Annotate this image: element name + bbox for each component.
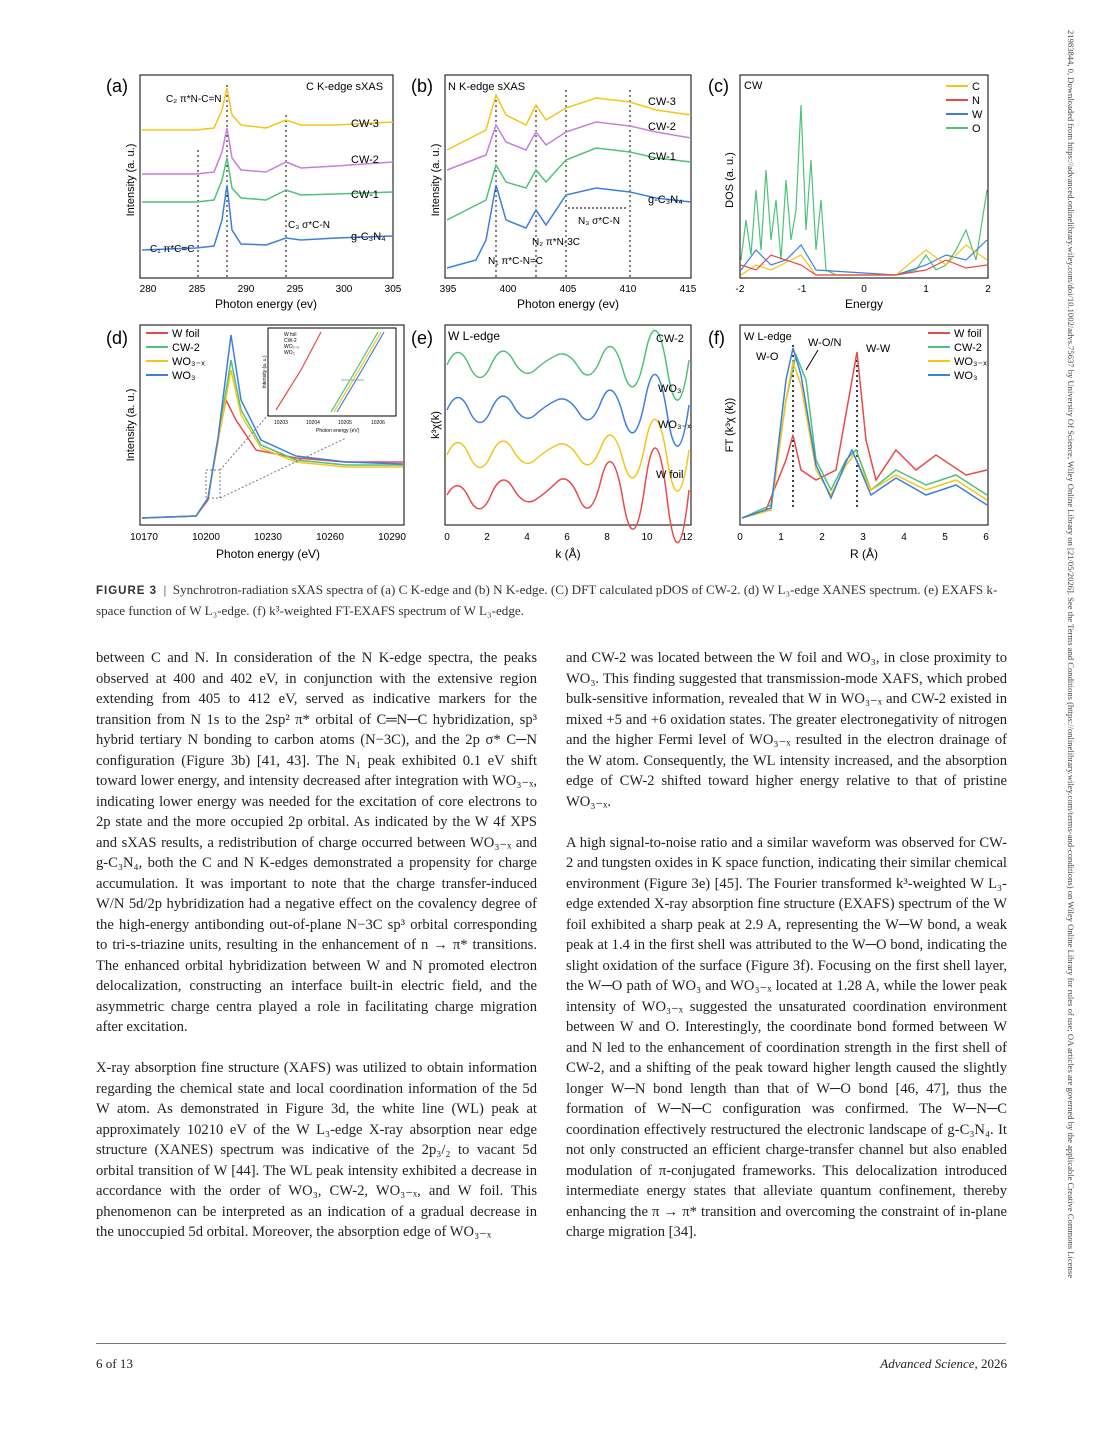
f-series-wfoil (742, 352, 987, 518)
b-ann-n2: N₂ π*N-3C (532, 237, 581, 248)
panel-e-xtick: 10 (641, 532, 653, 543)
panel-a-xtick: 285 (188, 284, 206, 295)
a-ann-c3: C₃ σ*C-N (288, 220, 330, 231)
e-series-wo3 (447, 374, 689, 446)
panel-e-xtick: 0 (444, 532, 450, 543)
a-label-gc3n4: g-C₃N₄ (351, 231, 386, 243)
panel-d-xtick: 10200 (192, 532, 220, 543)
panel-c-xtick: 1 (923, 284, 929, 295)
panel-e-xtick: 6 (564, 532, 570, 543)
panel-b-letter: (b) (411, 76, 433, 96)
panel-a-xtick: 295 (286, 284, 304, 295)
a-series-cw2 (142, 128, 393, 174)
b-label-cw3: CW-3 (648, 96, 676, 108)
panel-f-xlabel: R (Å) (850, 547, 878, 561)
panel-a-letter: (a) (106, 76, 128, 96)
panel-c-xtick: -2 (735, 284, 745, 295)
journal-name (880, 1356, 1007, 1372)
figure-label: FIGURE 3 (96, 585, 158, 597)
journal-year: , 2026 (974, 1356, 1007, 1371)
c-legend-w: W (972, 109, 983, 121)
panel-f-xtick: 2 (819, 532, 825, 543)
panel-a-xtick: 280 (139, 284, 157, 295)
panel-d-letter: (d) (106, 328, 128, 348)
panel-c-xlabel: Energy (844, 297, 884, 311)
panel-e (411, 325, 693, 561)
panel-b-title: N K-edge sXAS (448, 81, 526, 93)
panel-e-xtick: 4 (524, 532, 530, 543)
panel-b-xtick: 415 (679, 284, 697, 295)
b-ann-n3: N₃ σ*C-N (578, 216, 620, 227)
panel-b-xtick: 405 (559, 284, 577, 295)
caption-separator: | (160, 582, 173, 597)
panel-d-ylabel: Intensity (a. u.) (125, 388, 137, 462)
d-inset-xlabel: Photon energy (eV) (316, 428, 360, 434)
panel-b-xtick: 410 (619, 284, 637, 295)
journal-title: Advanced Science (880, 1356, 975, 1371)
left-column (96, 648, 537, 1263)
c-legend-c: C (972, 81, 980, 93)
panel-d-xlabel: Photon energy (eV) (215, 547, 321, 561)
b-ann-n1: N₁ π*C-N=C (488, 256, 543, 267)
a-label-cw3: CW-3 (351, 118, 379, 130)
download-sidebar (1066, 30, 1080, 1410)
panel-e-title: W L-edge (448, 329, 501, 343)
panel-f (708, 325, 989, 561)
d-inset-legend: WO₃ (284, 350, 295, 356)
d-inset-legend: WO₃₋ₓ (284, 344, 299, 350)
panel-e-letter: (e) (411, 328, 433, 348)
c-legend-n: N (972, 95, 980, 107)
page-number: 6 of 13 (96, 1356, 133, 1371)
panel-a-xlabel: Photon energy (ev) (214, 297, 318, 311)
panel-f-xtick: 6 (983, 532, 989, 543)
c-legend-o: O (972, 123, 981, 135)
b-label-gc3n4: g-C₃N₄ (648, 194, 683, 206)
panel-f-xtick: 4 (901, 532, 907, 543)
a-label-cw2: CW-2 (351, 154, 379, 166)
d-inset-xtick: 10205 (338, 420, 352, 426)
e-label-wo3: WO₃ (658, 383, 682, 395)
d-inset-legend: W foil (284, 332, 297, 338)
figure-3 (96, 70, 1006, 570)
e-label-cw2: CW-2 (656, 333, 684, 345)
caption-text: Synchrotron-radiation sXAS spectra of (a) C K-edge and (b) N K-edge. (C) DFT calculated pDOS of CW-2. (d) W L₃-edge XANES spectrum. (e) EXAFS k-space function of W L₃-edge. (f) k³-weighted FT-EXAFS spectrum of W L₃-edge. (96, 582, 998, 618)
d-inset-xtick: 10203 (274, 420, 288, 426)
panel-c-letter: (c) (708, 76, 729, 96)
panel-c-xtick: 2 (985, 284, 991, 295)
panel-f-xtick: 3 (860, 532, 866, 543)
d-inset-xtick: 10204 (306, 420, 320, 426)
f-legend-wo3x: WO₃₋ₓ (954, 356, 987, 368)
b-label-cw1: CW-1 (648, 151, 676, 163)
f-legend-cw2: CW-2 (954, 342, 982, 354)
panel-e-ylabel: k³χ(k) (430, 411, 442, 439)
panel-c (708, 75, 991, 311)
panel-f-ylabel: FT (k³χ (k)) (724, 397, 736, 453)
c-series-o (741, 105, 987, 275)
a-label-cw1: CW-1 (351, 189, 379, 201)
panel-e-xtick: 8 (604, 532, 610, 543)
left-paragraph-1: between C and N. In consideration of the N K-edge spectra, the peaks observed at 400 and 402 eV, in conjunction with the extensive region extending from 405 to 412 eV, served as indicative markers for the transition from N 1s to the 2sp² π* orbital of C═N─C hybridization, sp³ hybrid tertiary N bonding to carbon atoms (N−3C), and the 2p σ* C─N configuration (Figure 3b) [41, 43]. The N₁ peak exhibited 0.1 eV shift toward lower energy, and intensity decreased after integration with WO₃₋ₓ, indicating lower energy was needed for the excitation of core electrons to 2p state and the more occupied 2p orbital. As indicated by the W 4f XPS and sXAS results, a redistribution of charge occurred between WO₃₋ₓ and g-C₃N₄, both the C and N K-edges demonstrated a propensity for charge accumulation. It was important to note that the charge transfer-induced W/N 5d/2p hybridization had a negative effect on the covalency degree of the high-energy antibonding out-of-plane N−3C sp³ orbital corresponding to tri-s-triazine units, resulting in the enhancement of n → π* transitions. The enhanced orbital hybridization between W and N promoted electron delocalization, constructing an interface built-in electric field, and the asymmetric charge centra played a role in facilitating charge migration after excitation. (96, 650, 537, 1035)
figure-3-svg (96, 70, 1006, 570)
right-paragraph-2: A high signal-to-noise ratio and a similar waveform was observed for CW-2 and tungsten oxides in K space function, indicating their similar chemical environment (Figure 3e) [45]. The Fourier transformed k³-weighted W L₃-edge extended X-ray absorption fine structure (EXAFS) spectrum of the W foil exhibited a sharp peak at 2.9 A, representing the W─W bond, a weak peak at 1.4 in the first shell was attributed to the W─O bond, indicating the slight oxidation of the surface (Figure 3f). Focusing on the first shell layer, the W─O path of WO₃ and WO₃₋ₓ located at 1.28 A, while the lower peak intensity of WO₃₋ₓ suggested the unsaturated coordination environment between W and O. Interestingly, the coordinate bond formed between W and N led to the enhancement of coordination strength in the first shell of CW-2, and a shifting of the peak toward higher length caused the slightly longer W─N bond length than that of W─O bond [46, 47], thus the formation of W─N─C configuration was confirmed. The W─N─C coordination effectively restructured the electronic landscape of g-C₃N₄. It not only constructed an efficient charge-transfer channel but also enabled modulation of π-conjugated frameworks. This delocalization introduced intermediate energy states that alleviate quantum confinement, thereby enhancing the π → π* transition and overcoming the constraint of in-plane charge migration [34]. (566, 834, 1007, 1240)
panel-c-ylabel: DOS (a. u.) (724, 152, 736, 208)
e-label-wfoil: W foil (656, 469, 684, 481)
panel-b-xtick: 395 (439, 284, 457, 295)
panel-b-xtick: 400 (499, 284, 517, 295)
footer-rule (96, 1343, 1006, 1344)
right-paragraph-1: and CW-2 was located between the W foil and WO₃, in close proximity to WO₃. This finding suggested that transmission-mode XAFS, which probed bulk-sensitive information, revealed that W in WO₃₋ₓ and CW-2 existed in mixed +5 and +6 oxidation states. The greater electronegativity of nitrogen and the higher Fermi level of WO₃₋ₓ resulted in the electron drainage of the W atom. Consequently, the WL intensity increased, and the absorption edge of CW-2 shifted toward higher energy relative to that of pristine WO₃₋ₓ. (566, 650, 1007, 810)
panel-d-xtick: 10170 (130, 532, 158, 543)
right-column (566, 648, 1007, 1263)
panel-f-letter: (f) (708, 328, 725, 348)
panel-d-xtick: 10290 (378, 532, 406, 543)
d-legend-cw2: CW-2 (172, 342, 200, 354)
f-ann-wo: W-O (756, 351, 779, 363)
panel-e-xlabel: k (Å) (555, 547, 581, 561)
panel-f-xtick: 5 (942, 532, 948, 543)
panel-c-xtick: -1 (797, 284, 807, 295)
f-ann-won: W-O/N (808, 337, 842, 349)
panel-c-title: CW (744, 80, 763, 92)
f-series-wo3 (742, 348, 987, 518)
panel-d (106, 325, 406, 561)
c-series-c (741, 245, 987, 275)
panel-d-xtick: 10260 (316, 532, 344, 543)
b-label-cw2: CW-2 (648, 121, 676, 133)
panel-a-xtick: 300 (335, 284, 353, 295)
d-legend-wfoil: W foil (172, 328, 200, 340)
panel-a-xtick: 305 (384, 284, 402, 295)
panel-a-title: C K-edge sXAS (306, 81, 384, 93)
panel-e-xtick: 2 (484, 532, 490, 543)
left-paragraph-2: X-ray absorption fine structure (XAFS) was utilized to obtain information regarding the chemical state and local coordination information of the 5d W atom. As demonstrated in Figure 3d, the white line (WL) peak at approximately 10210 eV of the W L₃-edge X-ray absorption near edge structure (XANES) spectrum was indicative of the 2p₃/₂ to vacant 5d orbital transition of W [44]. The WL peak intensity exhibited a decrease in accordance with the order of WO₃, CW-2, WO₃₋ₓ, and W foil. This phenomenon can be interpreted as an indication of a gradual decrease in the unoccupied 5d orbital. Moreover, the absorption edge of WO₃₋ₓ (96, 1060, 537, 1240)
figure-caption (96, 580, 1008, 621)
panel-f-title: W L-edge (744, 331, 792, 343)
f-legend-wfoil: W foil (954, 328, 982, 340)
download-notice: 21983844, 0, Downloaded from https://advanced.onlinelibrary.wiley.com/doi/10.1002/advs.75637 by University Of Science, Wiley Online Library on [21/05/2026]. See the Terms and Conditions (https://onlinelibrary.wiley.com/terms-and-conditions) on Wiley Online Library for rules of use; OA articles are governed by the applicable Creative Commons License (1066, 30, 1076, 1279)
panel-f-xtick: 0 (737, 532, 743, 543)
d-inset-legend: CW-2 (284, 338, 297, 344)
e-series-wfoil (447, 448, 689, 543)
d-legend-wo3: WO₃ (172, 370, 196, 382)
panel-a-xtick: 290 (237, 284, 255, 295)
d-series-wfoil (142, 400, 403, 518)
panel-d-xtick: 10230 (254, 532, 282, 543)
panel-b (411, 75, 697, 311)
panel-e-xtick: 12 (681, 532, 693, 543)
a-ann-c2: C₂ π*N-C=N (166, 94, 222, 105)
panel-a (106, 75, 402, 311)
d-inset-xtick: 10206 (371, 420, 385, 426)
panel-a-ylabel: Intensity (a. u.) (125, 143, 137, 217)
panel-b-xlabel: Photon energy (ev) (516, 297, 620, 311)
panel-b-ylabel: Intensity (a. u.) (430, 143, 442, 217)
d-legend-wo3x: WO₃₋ₓ (172, 356, 205, 368)
f-legend-wo3: WO₃ (954, 370, 978, 382)
panel-d-inset (262, 328, 396, 434)
panel-f-xtick: 1 (778, 532, 784, 543)
d-inset-ylabel: Intensity (a. u.) (262, 355, 268, 389)
a-ann-c1: C₁ π*C=C (150, 244, 195, 255)
f-ann-ww: W-W (866, 343, 891, 355)
panel-c-xtick: 0 (861, 284, 867, 295)
e-label-wo3x: WO₃₋ₓ (658, 419, 691, 431)
